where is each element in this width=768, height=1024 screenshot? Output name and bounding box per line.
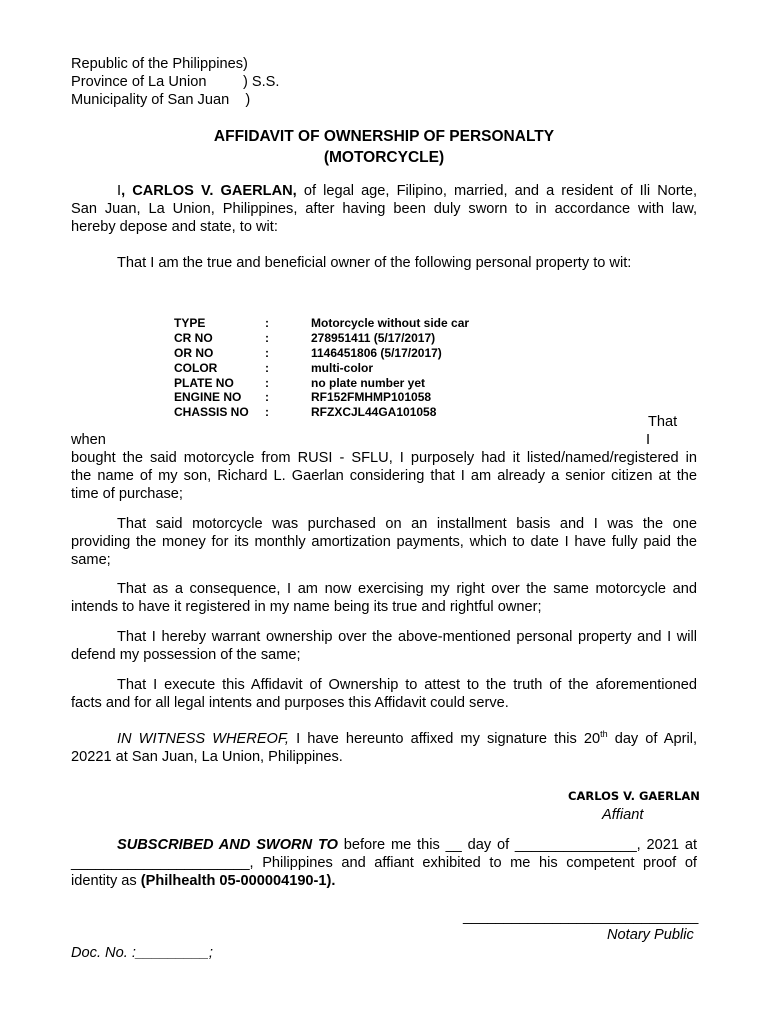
warrant-line-1: That I hereby warrant ownership over the above-mentioned personal property and I will bbox=[117, 629, 697, 645]
ownership-statement: That I am the true and beneficial owner of the following personal property to wit: bbox=[117, 255, 632, 271]
affiant-name: CARLOS V. GAERLAN bbox=[568, 789, 700, 803]
witness-phrase: IN WITNESS WHEREOF, bbox=[117, 731, 289, 747]
witness-line-1: IN WITNESS WHEREOF, I have hereunto affixed my signature this 20th day of April, bbox=[117, 729, 698, 747]
property-value: multi-color bbox=[311, 360, 373, 375]
notary-signature-line: _____________________________ bbox=[463, 909, 699, 925]
when-line-1: bought the said motorcycle from RUSI - SFLU, I purposely had it listed/named/registered in bbox=[71, 450, 697, 466]
installment-line-3: same; bbox=[71, 552, 111, 568]
when-line-2: the name of my son, Richard L. Gaerlan considering that I am already a senior citizen at the bbox=[71, 468, 697, 484]
execute-line-1: That I execute this Affidavit of Ownership to attest to the truth of the aforementioned bbox=[117, 677, 697, 693]
venue-republic: Republic of the Philippines) bbox=[71, 56, 248, 72]
jurat-line-1: SUBSCRIBED AND SWORN TO before me this __ day of _______________, 2021 at bbox=[117, 837, 697, 853]
property-value: 1146451806 (5/17/2017) bbox=[311, 345, 442, 360]
property-separator: : bbox=[265, 390, 269, 405]
property-row bbox=[174, 405, 469, 420]
property-row bbox=[174, 390, 469, 405]
jurat-phrase: SUBSCRIBED AND SWORN TO bbox=[117, 837, 338, 853]
property-row bbox=[174, 331, 469, 346]
when-line-3: time of purchase; bbox=[71, 486, 183, 502]
property-key: COLOR bbox=[174, 360, 218, 375]
document-subtitle: (MOTORCYCLE) bbox=[323, 149, 445, 166]
philhealth-id: (Philhealth 05-000004190-1). bbox=[140, 873, 336, 889]
property-key: ENGINE NO bbox=[174, 390, 242, 405]
property-separator: : bbox=[265, 405, 269, 420]
document-title: AFFIDAVIT OF OWNERSHIP OF PERSONALTY bbox=[213, 128, 555, 145]
property-row bbox=[174, 316, 469, 331]
property-row bbox=[174, 376, 469, 391]
property-key: OR NO bbox=[174, 345, 214, 360]
property-row bbox=[174, 346, 469, 361]
i-word: I bbox=[646, 432, 651, 448]
property-separator: : bbox=[265, 375, 269, 390]
venue-municipality: Municipality of San Juan ) bbox=[71, 92, 251, 108]
property-key: PLATE NO bbox=[174, 375, 234, 390]
consequence-line-2: intends to have it registered in my name being its true and rightful owner; bbox=[71, 599, 542, 615]
property-separator: : bbox=[265, 330, 269, 345]
intro-line-3: hereby depose and state, to wit: bbox=[71, 219, 278, 235]
property-key: CHASSIS NO bbox=[174, 405, 249, 420]
property-key: CR NO bbox=[174, 330, 213, 345]
property-value: Motorcycle without side car bbox=[311, 316, 470, 330]
execute-line-2: facts and for all legal intents and purposes this Affidavit could serve. bbox=[71, 695, 509, 711]
property-value: 278951411 (5/17/2017) bbox=[311, 330, 436, 345]
property-value: RF152FMHMP101058 bbox=[311, 390, 432, 405]
property-table bbox=[174, 316, 469, 420]
affiant-name-inline: , CARLOS V. GAERLAN, bbox=[121, 183, 297, 199]
doc-number: Doc. No. :_________; bbox=[71, 945, 213, 961]
property-value: no plate number yet bbox=[311, 375, 426, 390]
jurat-line-3: identity as (Philhealth 05-000004190-1). bbox=[71, 873, 336, 889]
installment-line-2: providing the money for its monthly amortization payments, which to date I have fully paid the bbox=[71, 534, 697, 550]
intro-line-1: I, CARLOS V. GAERLAN, of legal age, Filipino, married, and a resident of Ili Norte, bbox=[117, 183, 698, 199]
consequence-line-1: That as a consequence, I am now exercising my right over the same motorcycle and bbox=[117, 581, 697, 597]
notary-label: Notary Public bbox=[607, 927, 694, 943]
jurat-line-2: ______________________, Philippines and affiant exhibited to me his competent proof of bbox=[71, 855, 697, 871]
property-separator: : bbox=[265, 345, 269, 360]
when-word: when bbox=[71, 432, 106, 448]
affiant-label: Affiant bbox=[602, 807, 644, 823]
venue-province: Province of La Union ) S.S. bbox=[71, 74, 280, 90]
property-key: TYPE bbox=[174, 316, 206, 330]
property-separator: : bbox=[265, 360, 269, 375]
intro-line-2: San Juan, La Union, Philippines, after having been duly sworn to in accordance with law, bbox=[71, 201, 697, 217]
property-separator: : bbox=[265, 316, 269, 330]
witness-line-2: 20221 at San Juan, La Union, Philippines. bbox=[71, 749, 343, 765]
property-value: RFZXCJL44GA101058 bbox=[311, 405, 437, 420]
installment-line-1: That said motorcycle was purchased on an installment basis and I was the one bbox=[117, 516, 697, 532]
warrant-line-2: defend my possession of the same; bbox=[71, 647, 301, 663]
that-word: That bbox=[648, 414, 678, 430]
property-row bbox=[174, 361, 469, 376]
